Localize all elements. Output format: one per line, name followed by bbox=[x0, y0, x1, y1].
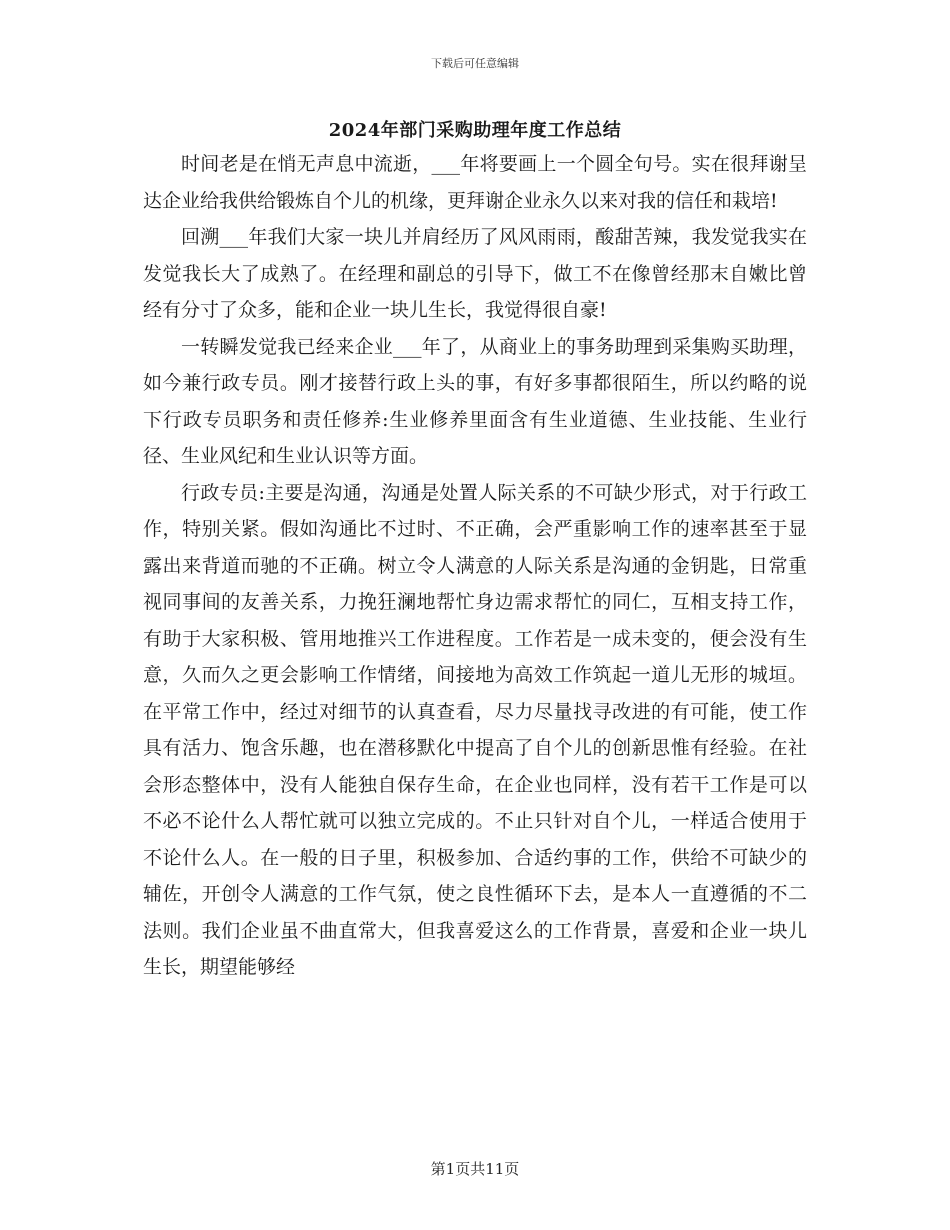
paragraph: 回溯___年我们大家一块儿并肩经历了风风雨雨，酸甜苦辣，我发觉我实在发觉我长大了成熟了。在经理和副总的引导下，做工不在像曾经那末自嫩比曾经有分寸了众多，能和企业一块儿生长，我觉得很自豪! bbox=[143, 226, 807, 321]
page-header-note: 下载后可任意编辑 bbox=[431, 57, 519, 70]
page-number: 第1页共11页 bbox=[430, 1160, 520, 1178]
document-title: 2024年部门采购助理年度工作总结 bbox=[328, 120, 622, 141]
paragraph: 一转瞬发觉我已经来企业___年了，从商业上的事务助理到采集购买助理，如今兼行政专员。刚才接替行政上头的事，有好多事都很陌生，所以约略的说下行政专员职务和责任修养:生业修养里面含有生业道德、生业技能、生业行径、生业风纪和生业认识等方面。 bbox=[143, 335, 807, 467]
paragraph: 行政专员:主要是沟通，沟通是处置人际关系的不可缺少形式，对于行政工作，特别关紧。假如沟通比不过时、不正确，会严重影响工作的速率甚至于显露出来背道而驰的不正确。树立令人满意的人际关系是沟通的金钥匙，日常重视同事间的友善关系，力挽狂澜地帮忙身边需求帮忙的同仁，互相支持工作，有助于大家积极、管用地推兴工作进程度。工作若是一成未变的，便会没有生意，久而久之更会影响工作情绪，间接地为高效工作筑起一道儿无形的城垣。在平常工作中，经过对细节的认真查看，尽力尽量找寻改进的有可能，使工作具有活力、饱含乐趣，也在潜移默化中提高了自个儿的创新思惟有经验。在社会形态整体中，没有人能独自保存生命，在企业也同样，没有若干工作是可以不必不论什么人帮忙就可以独立完成的。不止只针对自个儿，一样适合使用于不论什么人。在一般的日子里，积极参加、合适约事的工作，供给不可缺少的辅佐，开创令人满意的工作气氛，使之良性循环下去，是本人一直遵循的不二法则。我们企业虽不曲直常大，但我喜爱这么的工作背景，喜爱和企业一块儿生长，期望能够经 bbox=[143, 481, 807, 978]
paragraph: 时间老是在悄无声息中流逝，___年将要画上一个圆全句号。实在很拜谢呈达企业给我供给锻炼自个儿的机缘，更拜谢企业永久以来对我的信任和栽培! bbox=[143, 153, 807, 212]
document-body bbox=[143, 146, 807, 986]
